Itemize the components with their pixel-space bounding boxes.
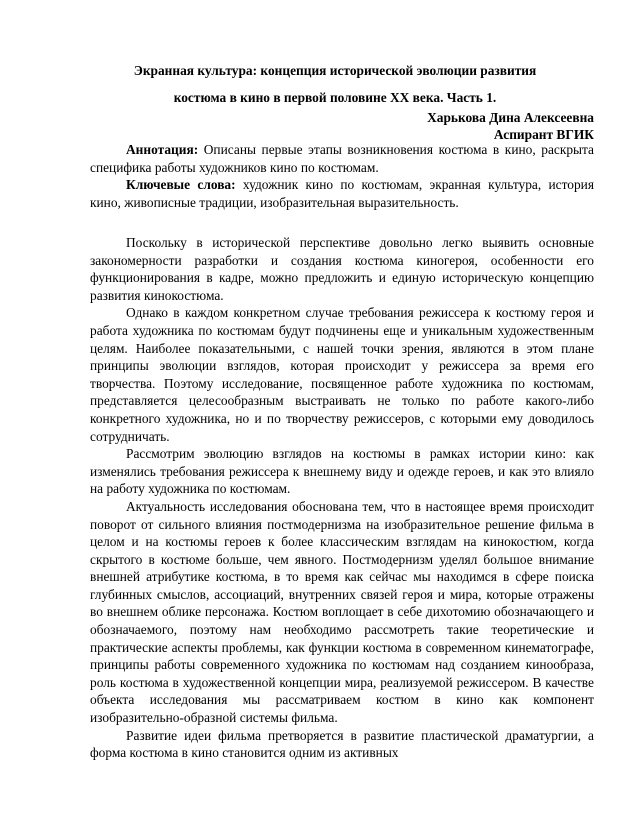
- annotation-text: Описаны первые этапы возникновения костюма в кино, раскрыта специфика работы художников кино по костюмам.: [90, 142, 594, 175]
- keywords-paragraph: [90, 176, 594, 211]
- body-paragraph: Актуальность исследования обоснована тем, что в настоящее время происходит поворот от сильного влияния постмодернизма на изобразительное решение фильма в целом и на костюмы героев к более классическим взглядам на кинокостюм, когда скрытого в костюме больше, чем явного. Постмодернизм уделял большое внимание внешней атрибутике костюма, в то время как сейчас мы находимся в сфере поиска глубинных смыслов, ассоциаций, внутренних связей героя и мира, которые отражены во внешнем облике персонажа. Костюм воплощает в себе дихотомию обозначающего и обозначаемого, поэтому нам необходимо рассмотреть такие теоретические и практические аспекты проблемы, как функции костюма в современном кинематографе, принципы работы современного художника по костюмам над созданием кинообраза, роль костюма в художественной концепции мира, реализуемой режиссером. В качестве объекта исследования мы рассматриваем костюм в кино как компонент изобразительно-образной системы фильма.: [90, 498, 594, 726]
- keywords-text: художник кино по костюмам, экранная культура, история кино, живописные традиции, изобразительная выразительность.: [90, 177, 594, 210]
- paper-title-line-1: Экранная культура: концепция исторической эволюции развития: [133, 63, 537, 78]
- author-name: Харькова Дина Алексеевна: [427, 110, 594, 125]
- paper-meta: [90, 141, 594, 211]
- body-paragraph: Поскольку в исторической перспективе довольно легко выявить основные закономерности разработки и создания костюма киногероя, особенности его функционирования в кадре, можно предложить и единую историческую концепцию развития кинокостюма.: [90, 235, 594, 303]
- author-block: [194, 109, 594, 143]
- keywords-label: Ключевые слова:: [126, 177, 236, 193]
- body-paragraph: Рассмотрим эволюцию взглядов на костюмы в рамках истории кино: как изменялись требования режиссера к внешнему виду и одежде героев, и как это влияло на работу художника по костюмам.: [90, 446, 594, 497]
- author-position: Аспирант ВГИК: [493, 127, 594, 142]
- paper-title-line-2: костюма в кино в первой половине XX века. Часть 1.: [173, 90, 497, 105]
- annotation-paragraph: [90, 141, 594, 176]
- body-paragraph: Развитие идеи фильма претворяется в развитие пластической драматургии, а форма костюма в кино становится одним из активных: [90, 727, 594, 761]
- body-paragraph: Однако в каждом конкретном случае требования режиссера к костюму героя и работа художника по костюмам будут подчинены еще и уникальным художественным целям. Наиболее показательными, с нашей точки зрения, являются в этом плане принципы эволюции взглядов, которая происходит у режиссера за время его творчества. Поэтому исследование, посвященное работе художника по костюмам, представляется целесообразным выстраивать не только по работе какого-либо конкретного художника, но и по творчеству режиссеров, с которыми ему доводилось сотрудничать.: [90, 305, 594, 444]
- annotation-label: Аннотация:: [126, 142, 199, 157]
- paper-body: [90, 234, 594, 762]
